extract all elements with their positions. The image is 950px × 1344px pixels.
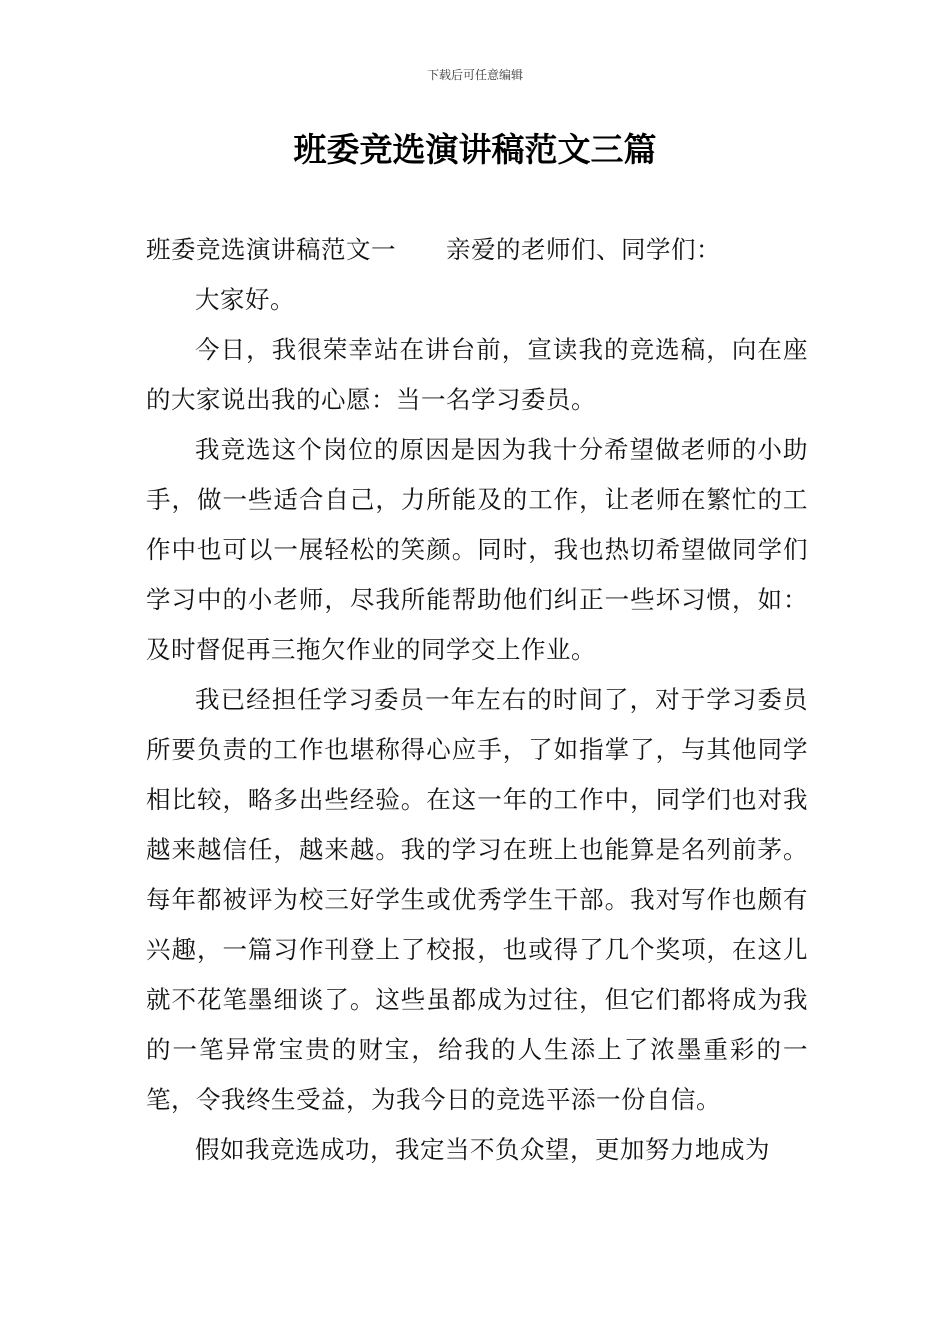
paragraph: 我竞选这个岗位的原因是因为我十分希望做老师的小助手，做一些适合自己，力所能及的工作，让老师在繁忙的工作中也可以一展轻松的笑颜。同时，我也热切希望做同学们学习中的小老师，尽我所能帮助他们纠正一些坏习惯，如：及时督促再三拖欠作业的同学交上作业。 [146,435,808,664]
paragraph: 大家好。 [195,285,295,314]
paragraph: 我已经担任学习委员一年左右的时间了，对于学习委员所要负责的工作也堪称得心应手，了如指掌了，与其他同学相比较，略多出些经验。在这一年的工作中，同学们也对我越来越信任，越来越。我的学习在班上也能算是名列前茅。每年都被评为校三好学生或优秀学生干部。我对写作也颇有兴趣，一篇习作刊登上了校报，也或得了几个奖项，在这儿就不花笔墨细谈了。这些虽都成为过往，但它们都将成为我的一笔异常宝贵的财宝，给我的人生添上了浓墨重彩的一笔，令我终生受益，为我今日的竞选平添一份自信。 [146,685,808,1114]
greeting: 亲爱的老师们、同学们： [446,235,721,264]
document-title: 班委竞选演讲稿范文三篇 [293,130,657,169]
section-label: 班委竞选演讲稿范文一 [146,235,396,264]
paragraph: 假如我竞选成功，我定当不负众望，更加努力地成为 [195,1135,770,1164]
paragraph: 今日，我很荣幸站在讲台前，宣读我的竞选稿，向在座的大家说出我的心愿：当一名学习委员。 [146,335,808,414]
page-header-note: 下载后可任意编辑 [426,68,523,82]
opening-line [146,225,808,275]
document-body [146,225,808,1175]
